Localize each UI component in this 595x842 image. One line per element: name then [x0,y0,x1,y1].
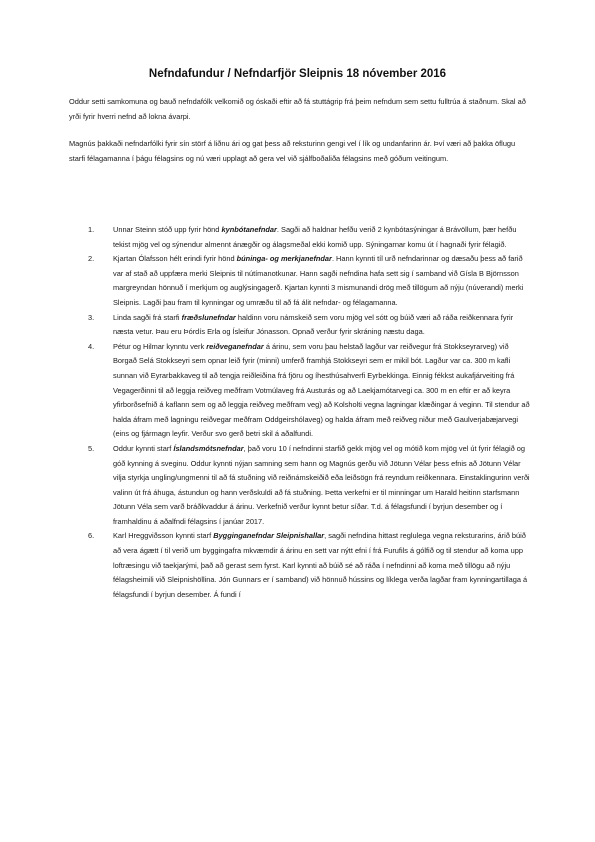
list-item-rest: , það voru 10 í nefndinni starfið gekk mjög vel og mótið kom mjög vel út fyrir félagið og góð kynning á sveginu. Oddur kynnti nýjan samning sem hann og Magnús gerðu við Jötunn Vélar þess efnis að Jötunn Vélar vilja styrkja ungling/ungmenni til að fá stuðning við reiðnámskeiðið eða leiðsögn frá reyndum reiðkennara. Einstaklingurinn verði valinn út frá áhuga, ástundun og hann verðskuldi að fá stuðning. Þetta verkefni er til minningar um Harald heitinn starfsmann Jötunn Véla sem varð bráðkvaddur á árinu. Verkefnið verður kynnt betur síðar. T.d. á félagsfundi í byrjun desember og í framhaldinu á aðalfndi félagsins í janúar 2017. [113,443,530,526]
committee-report-list [69,223,531,602]
list-item-rest: . Hann kynnti tíl urð nefndarinnar og dæsaðu þess að farið var af stað að uppfæra merki Sleipnis til nútímanotkunar. Hann sagði nefndina hafa sett sig í samband við Gísla B Björnsson margreyndan hönnuð í merkjum og auglýsingagerð. Kjartan kynnti 3 mismunandi drög með tillögum að nýju (núverandi) merki Sleipnis. Lagði þau fram til kynningar og umræðu til að fá álit nefndar- og félagamanna. [113,254,524,307]
list-item-number: 2. [88,254,95,264]
list-item [69,340,531,442]
committee-name: fræðslunefndar [181,312,236,322]
list-item-number: 4. [88,341,95,351]
list-item [69,252,531,310]
list-item-number: 6. [88,531,95,541]
list-item-lead: Unnar Steinn stóð upp fyrir hönd [113,225,222,234]
list-item [69,442,531,530]
committee-name: búninga- og merkjanefndar [236,254,332,264]
list-item-lead: Kjartan Ólafsson hélt erindi fyrir hönd [113,254,237,264]
intro-paragraph: Oddur setti samkomuna og bauð nefndafólk velkomið og óskaði eftir að fá stuttágrip frá þeim nefndum sem settu fulltrúa á staðnum. Skal að yrði fyrir hverri nefnd að lokna ávarpi. [69,97,526,121]
list-item-rest: á árinu, sem voru þau helstað lagður var reiðvegur frá Stokkseyrarveg) við Borgað Selá Stokkseyri sem opnar leið fyrir (minni) umferð framhjá Stokkseyri sem er mikil bót. Lagður var ca. 300 m kafli sunnan við Eyrarbakkaveg til að tengja reiðleiðina frá fjöru og íhesthúsahverfi Eyrbekkinga. Einnig fékkst aukafjárveiting frá Vegagerðinni til að leggja reiðveg meðfram Votmúlaveg frá Austurás og að Laekjamótarvegi ca. 300 m en eftir er að keyra yfirborðsefnið á kaflann sem og að leggja reiðveg meðfram veg) að Kolsholti vegna lagningar klæðingar á veginn. Til stendur að halda áfram með lagningu reiðvegar meðfram Oddgeirshólaveg) og halda áfram með reiðveg niður með Gaulverjabæjarvegi (eins og fjármagn leyfir. Verður svo gerð betri skil á aðalfundi. [113,341,530,439]
list-item-rest: haldinn voru námskeið sem voru mjög vel sótt og búið væri að ráða reiðkennara fyrir næsta vetur. Þau eru Þórdís Erla og Ísleifur Jónasson. Opnað verður fyrir skráning næstu daga. [113,312,514,337]
committee-name: Íslandsmótsnefndar [173,443,244,453]
list-item [69,223,531,252]
list-item-text [113,252,531,310]
thanks-paragraph: Magnús þakkaði nefndarfólki fyrir sín störf á liðnu ári og gat þess að reksturinn gengi vel í lík og undanfarinn ár. Því væri að þakka öflugu starfi félagamanna í þágu félagsins og nú væri upplagt að gera vel við sjálfboðaliða félagsins með góðum veitingum. [69,139,516,163]
document-title: Nefndafundur / Nefndarfjör Sleipnis 18 nóvember 2016 [148,68,447,80]
list-item-number: 1. [88,225,95,234]
list-item-lead: Oddur kynnti starf [113,443,174,453]
list-item [69,311,531,340]
list-item-number: 3. [88,312,95,322]
list-item [69,529,531,602]
list-item-number: 5. [88,443,95,453]
list-item-text [113,223,531,252]
list-item-text [113,442,531,530]
list-item-text [113,529,531,602]
committee-name: reiðveganefndar [206,341,264,351]
committee-name: kynbótanefndar [221,225,277,234]
list-item-lead: Pétur og Hilmar kynntu verk [113,341,207,351]
list-item-lead: Karl Hreggviðsson kynnti starf [113,531,214,541]
list-item-rest: , sagði nefndina hittast reglulega vegna reksturarins, árið búið að vera ágætt í til verið um byggingafra mkvæmdir á árinu en sett var nýtt efni í frá Furufils á gólfið og til stendur að koma upp loftræsingu við taekjarými, það að gerast sem fyrst. Karl kynnti að búið sé að ráða í nefndinni að koma með tillögu að nýju félagsheimili við Sleipnishöllina. Jón Gunnars er í samband) við hönnuð hússins og líklega verða lagðar fram kynningartillaga á félagsfundi í byrjun desember. Á fundi í [113,531,528,599]
list-item-rest: . Sagði að haldnar hefðu verið 2 kynbótasýningar á Brávöllum, þær hefðu tekist mjög vel og sýnendur almennt ánægðir og álagsmeðal ekki komið upp. Sýningarnar komu út í hagnaði fyrir félagið. [113,225,517,249]
list-item-text [113,340,531,442]
committee-name: Bygginganefndar Sleipnishallar [213,531,325,541]
list-item-lead: Linda sagði frá starfi [113,312,182,322]
list-item-text [113,311,531,340]
